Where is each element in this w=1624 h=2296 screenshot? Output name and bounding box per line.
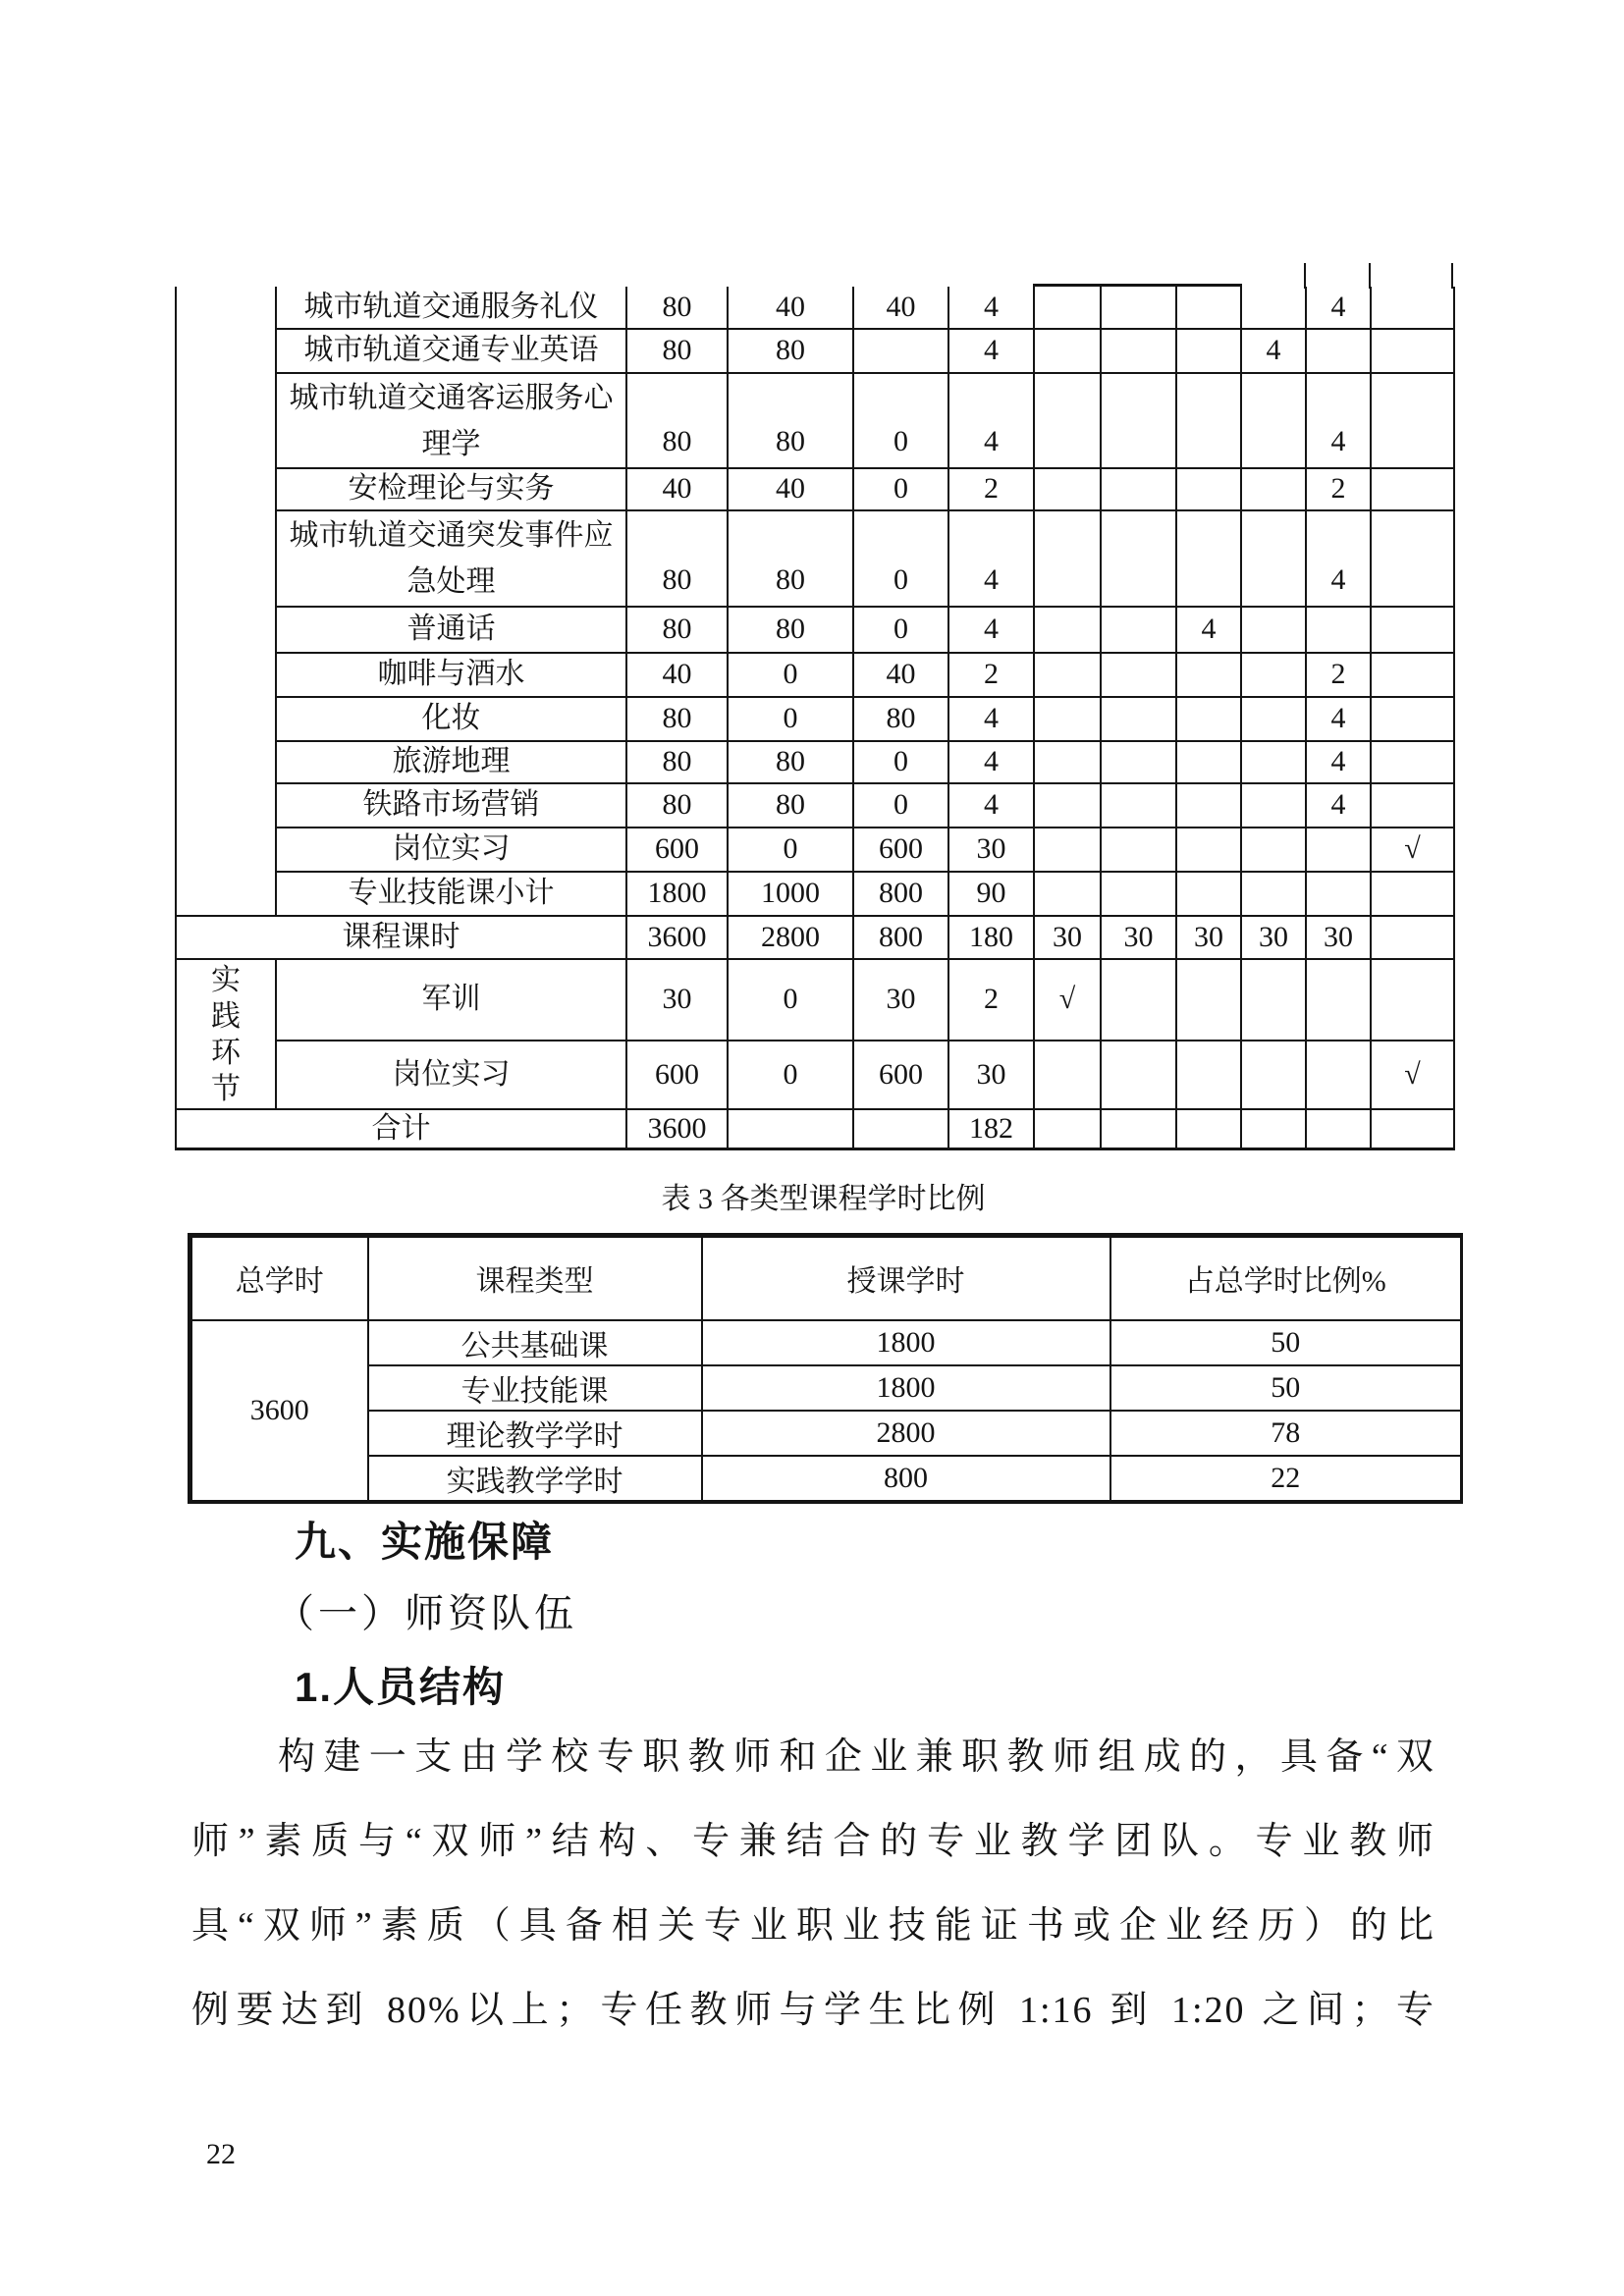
course-name-cell: 城市轨道交通服务礼仪 bbox=[276, 287, 626, 329]
value-cell: 4 bbox=[948, 510, 1034, 607]
value-cell: 1000 bbox=[728, 872, 853, 916]
value-cell bbox=[1241, 1109, 1306, 1148]
value-cell: 2 bbox=[948, 468, 1034, 510]
value-cell: 0 bbox=[853, 607, 948, 653]
value-cell bbox=[1176, 783, 1241, 828]
value-cell bbox=[1306, 828, 1371, 872]
value-cell bbox=[1241, 468, 1306, 510]
value-cell bbox=[1101, 510, 1176, 607]
paragraph-line: 具“双师”素质（具备相关专业职业技能证书或企业经历）的比 bbox=[191, 1905, 1435, 1947]
table3-caption: 表 3 各类型课程学时比例 bbox=[661, 1183, 986, 1215]
value-cell: 3600 bbox=[626, 1109, 728, 1148]
value-cell bbox=[1176, 287, 1241, 329]
column-header-cell: 授课学时 bbox=[702, 1236, 1110, 1320]
value-cell bbox=[1101, 653, 1176, 697]
value-cell bbox=[1241, 287, 1306, 329]
value-cell: 30 bbox=[1176, 916, 1241, 959]
ratio-row bbox=[190, 1320, 1462, 1365]
course-name-cell: 岗位实习 bbox=[276, 828, 626, 872]
value-cell: 2 bbox=[948, 653, 1034, 697]
value-cell bbox=[1101, 329, 1176, 373]
course-row bbox=[176, 697, 1454, 741]
value-cell bbox=[1241, 872, 1306, 916]
value-cell: 2800 bbox=[728, 916, 853, 959]
page-number: 22 bbox=[206, 2138, 236, 2170]
value-cell: 2 bbox=[1306, 653, 1371, 697]
value-cell: 30 bbox=[1306, 916, 1371, 959]
value-cell bbox=[1371, 783, 1454, 828]
value-cell bbox=[1371, 872, 1454, 916]
value-cell: 4 bbox=[948, 373, 1034, 468]
value-cell bbox=[1241, 959, 1306, 1041]
value-cell: 800 bbox=[853, 872, 948, 916]
course-name-cell: 安检理论与实务 bbox=[276, 468, 626, 510]
course-name-cell: 专业技能课小计 bbox=[276, 872, 626, 916]
value-cell: 80 bbox=[728, 607, 853, 653]
value-cell: 78 bbox=[1110, 1411, 1462, 1456]
value-cell bbox=[1371, 916, 1454, 959]
practice-row bbox=[176, 1041, 1454, 1109]
value-cell: 80 bbox=[728, 741, 853, 783]
course-name-cell: 旅游地理 bbox=[276, 741, 626, 783]
value-cell: 30 bbox=[853, 959, 948, 1041]
value-cell bbox=[1371, 607, 1454, 653]
value-cell bbox=[1101, 783, 1176, 828]
value-cell bbox=[1034, 828, 1101, 872]
value-cell bbox=[1306, 959, 1371, 1041]
value-cell bbox=[1176, 959, 1241, 1041]
course-row bbox=[176, 287, 1454, 329]
value-cell bbox=[1306, 872, 1371, 916]
value-cell bbox=[1176, 697, 1241, 741]
value-cell bbox=[1241, 510, 1306, 607]
course-row bbox=[176, 510, 1454, 607]
value-cell: 1800 bbox=[702, 1320, 1110, 1365]
value-cell bbox=[1176, 872, 1241, 916]
value-cell: 4 bbox=[1306, 697, 1371, 741]
value-cell bbox=[1241, 697, 1306, 741]
value-cell: 30 bbox=[1034, 916, 1101, 959]
column-header-cell: 课程类型 bbox=[368, 1236, 702, 1320]
hours-ratio-table-body bbox=[190, 1236, 1462, 1502]
value-cell: 0 bbox=[728, 1041, 853, 1109]
value-cell bbox=[1034, 373, 1101, 468]
value-cell bbox=[1241, 607, 1306, 653]
body-paragraph bbox=[191, 1715, 1435, 2053]
course-type-cell: 公共基础课 bbox=[368, 1320, 702, 1365]
value-cell: 600 bbox=[853, 828, 948, 872]
value-cell bbox=[1034, 329, 1101, 373]
column-header-cell: 总学时 bbox=[190, 1236, 368, 1320]
ratio-row bbox=[190, 1456, 1462, 1502]
value-cell: 0 bbox=[853, 783, 948, 828]
value-cell: 800 bbox=[702, 1456, 1110, 1502]
paragraph-line: 师”素质与“双师”结构、专兼结合的专业教学团队。专业教师 bbox=[191, 1821, 1435, 1862]
course-row bbox=[176, 607, 1454, 653]
course-name-cell: 普通话 bbox=[276, 607, 626, 653]
course-row bbox=[176, 783, 1454, 828]
paragraph-line: 构建一支由学校专职教师和企业兼职教师组成的，具备“双 bbox=[278, 1736, 1435, 1778]
value-cell bbox=[853, 1109, 948, 1148]
value-cell bbox=[1371, 373, 1454, 468]
value-cell: 4 bbox=[948, 329, 1034, 373]
subsubsection-heading: 1.人员结构 bbox=[295, 1664, 507, 1710]
column-header-cell: 占总学时比例% bbox=[1110, 1236, 1462, 1320]
course-type-cell: 实践教学学时 bbox=[368, 1456, 702, 1502]
value-cell bbox=[1101, 872, 1176, 916]
value-cell: 30 bbox=[1241, 916, 1306, 959]
value-cell bbox=[1034, 510, 1101, 607]
value-cell bbox=[1241, 373, 1306, 468]
value-cell: 80 bbox=[626, 607, 728, 653]
value-cell: 50 bbox=[1110, 1365, 1462, 1411]
table-top-border-segment bbox=[1033, 284, 1242, 287]
practice-row bbox=[176, 959, 1454, 1041]
value-cell bbox=[1176, 329, 1241, 373]
value-cell: √ bbox=[1371, 1041, 1454, 1109]
value-cell bbox=[1101, 1041, 1176, 1109]
value-cell: 30 bbox=[948, 1041, 1034, 1109]
value-cell bbox=[1371, 741, 1454, 783]
value-cell: 800 bbox=[853, 916, 948, 959]
course-name-cell: 军训 bbox=[276, 959, 626, 1041]
value-cell bbox=[1034, 741, 1101, 783]
value-cell bbox=[1034, 607, 1101, 653]
course-name-cell: 城市轨道交通客运服务心理学 bbox=[276, 373, 626, 468]
value-cell bbox=[1176, 653, 1241, 697]
value-cell bbox=[853, 329, 948, 373]
value-cell: 0 bbox=[728, 959, 853, 1041]
value-cell: 0 bbox=[728, 697, 853, 741]
value-cell: 90 bbox=[948, 872, 1034, 916]
value-cell bbox=[1034, 287, 1101, 329]
value-cell bbox=[1176, 1041, 1241, 1109]
value-cell bbox=[1371, 1109, 1454, 1148]
value-cell: 0 bbox=[853, 373, 948, 468]
value-cell: 180 bbox=[948, 916, 1034, 959]
value-cell: 22 bbox=[1110, 1456, 1462, 1502]
value-cell: 2800 bbox=[702, 1411, 1110, 1456]
value-cell: 0 bbox=[853, 468, 948, 510]
value-cell: 0 bbox=[853, 741, 948, 783]
value-cell bbox=[1101, 741, 1176, 783]
value-cell: 4 bbox=[1306, 287, 1371, 329]
value-cell: √ bbox=[1034, 959, 1101, 1041]
value-cell: 40 bbox=[728, 468, 853, 510]
value-cell: 600 bbox=[853, 1041, 948, 1109]
value-cell: 30 bbox=[948, 828, 1034, 872]
column-border-stub bbox=[1451, 263, 1453, 289]
value-cell bbox=[1101, 1109, 1176, 1148]
value-cell: 80 bbox=[626, 329, 728, 373]
ratio-row bbox=[190, 1411, 1462, 1456]
value-cell bbox=[1176, 1109, 1241, 1148]
course-name-cell: 城市轨道交通突发事件应急处理 bbox=[276, 510, 626, 607]
value-cell bbox=[1034, 783, 1101, 828]
value-cell: √ bbox=[1371, 828, 1454, 872]
value-cell: 40 bbox=[728, 287, 853, 329]
course-row bbox=[176, 872, 1454, 916]
value-cell: 4 bbox=[948, 697, 1034, 741]
value-cell bbox=[1371, 959, 1454, 1041]
value-cell bbox=[1176, 373, 1241, 468]
value-cell: 4 bbox=[1176, 607, 1241, 653]
value-cell: 80 bbox=[626, 697, 728, 741]
value-cell: 1800 bbox=[626, 872, 728, 916]
value-cell: 30 bbox=[1101, 916, 1176, 959]
value-cell: 4 bbox=[1306, 373, 1371, 468]
section-heading: 九、实施保障 bbox=[295, 1519, 555, 1565]
value-cell: 80 bbox=[626, 741, 728, 783]
course-name-cell: 岗位实习 bbox=[276, 1041, 626, 1109]
course-name-cell: 城市轨道交通专业英语 bbox=[276, 329, 626, 373]
value-cell: 80 bbox=[728, 783, 853, 828]
value-cell bbox=[1241, 783, 1306, 828]
value-cell bbox=[1306, 607, 1371, 653]
value-cell: 4 bbox=[948, 741, 1034, 783]
course-row bbox=[176, 468, 1454, 510]
value-cell: 3600 bbox=[626, 916, 728, 959]
value-cell bbox=[1034, 697, 1101, 741]
value-cell bbox=[1371, 287, 1454, 329]
value-cell bbox=[1306, 1041, 1371, 1109]
value-cell: 50 bbox=[1110, 1320, 1462, 1365]
curriculum-table-body bbox=[176, 287, 1454, 1148]
value-cell: 1800 bbox=[702, 1365, 1110, 1411]
value-cell bbox=[1101, 373, 1176, 468]
value-cell: 4 bbox=[948, 607, 1034, 653]
value-cell: 0 bbox=[853, 510, 948, 607]
header-row bbox=[190, 1236, 1462, 1320]
value-cell: 4 bbox=[1241, 329, 1306, 373]
value-cell bbox=[1101, 468, 1176, 510]
value-cell bbox=[1241, 828, 1306, 872]
value-cell: 80 bbox=[728, 329, 853, 373]
subsection-heading: （一）师资队伍 bbox=[275, 1591, 577, 1635]
value-cell bbox=[1034, 653, 1101, 697]
column-border-stub bbox=[1369, 263, 1371, 289]
practice-group-label-cell: 实 践 环 节 bbox=[176, 959, 276, 1109]
value-cell bbox=[1101, 287, 1176, 329]
paragraph-line: 例要达到 80%以上；专任教师与学生比例 1:16 到 1:20 之间；专 bbox=[191, 1990, 1435, 2031]
value-cell bbox=[1101, 697, 1176, 741]
value-cell bbox=[1371, 697, 1454, 741]
course-hours-row bbox=[176, 916, 1454, 959]
value-cell: 80 bbox=[853, 697, 948, 741]
value-cell bbox=[1101, 959, 1176, 1041]
course-row bbox=[176, 373, 1454, 468]
value-cell: 80 bbox=[728, 373, 853, 468]
course-row bbox=[176, 329, 1454, 373]
course-type-cell: 理论教学学时 bbox=[368, 1411, 702, 1456]
value-cell bbox=[1241, 741, 1306, 783]
value-cell: 600 bbox=[626, 828, 728, 872]
value-cell bbox=[1101, 828, 1176, 872]
value-cell: 30 bbox=[626, 959, 728, 1041]
value-cell bbox=[1371, 329, 1454, 373]
value-cell bbox=[1176, 510, 1241, 607]
value-cell bbox=[1034, 468, 1101, 510]
value-cell: 0 bbox=[728, 828, 853, 872]
column-border-stub bbox=[1304, 263, 1306, 289]
total-row bbox=[176, 1109, 1454, 1148]
value-cell: 80 bbox=[626, 287, 728, 329]
value-cell bbox=[1371, 468, 1454, 510]
course-row bbox=[176, 653, 1454, 697]
value-cell: 4 bbox=[1306, 783, 1371, 828]
course-row bbox=[176, 741, 1454, 783]
value-cell: 40 bbox=[626, 468, 728, 510]
value-cell: 40 bbox=[626, 653, 728, 697]
value-cell bbox=[1176, 468, 1241, 510]
value-cell: 4 bbox=[1306, 741, 1371, 783]
value-cell: 600 bbox=[626, 1041, 728, 1109]
ratio-row bbox=[190, 1365, 1462, 1411]
value-cell bbox=[1371, 510, 1454, 607]
value-cell: 80 bbox=[626, 373, 728, 468]
curriculum-schedule-table bbox=[175, 287, 1455, 1150]
value-cell bbox=[1241, 653, 1306, 697]
value-cell bbox=[1101, 607, 1176, 653]
group-placeholder-cell bbox=[176, 287, 276, 916]
value-cell: 80 bbox=[728, 510, 853, 607]
hours-ratio-table bbox=[188, 1233, 1463, 1504]
value-cell: 4 bbox=[1306, 510, 1371, 607]
course-name-cell: 咖啡与酒水 bbox=[276, 653, 626, 697]
value-cell: 40 bbox=[853, 653, 948, 697]
value-cell: 80 bbox=[626, 510, 728, 607]
value-cell bbox=[728, 1109, 853, 1148]
course-row bbox=[176, 828, 1454, 872]
total-label-cell: 合计 bbox=[176, 1109, 626, 1148]
value-cell bbox=[1176, 741, 1241, 783]
course-hours-label-cell: 课程课时 bbox=[176, 916, 626, 959]
value-cell bbox=[1306, 329, 1371, 373]
course-name-cell: 铁路市场营销 bbox=[276, 783, 626, 828]
course-type-cell: 专业技能课 bbox=[368, 1365, 702, 1411]
course-name-cell: 化妆 bbox=[276, 697, 626, 741]
value-cell: 182 bbox=[948, 1109, 1034, 1148]
value-cell bbox=[1176, 828, 1241, 872]
value-cell bbox=[1034, 1041, 1101, 1109]
value-cell: 80 bbox=[626, 783, 728, 828]
total-hours-cell: 3600 bbox=[190, 1320, 368, 1502]
value-cell bbox=[1034, 872, 1101, 916]
value-cell bbox=[1306, 1109, 1371, 1148]
value-cell: 0 bbox=[728, 653, 853, 697]
value-cell bbox=[1034, 1109, 1101, 1148]
value-cell bbox=[1241, 1041, 1306, 1109]
value-cell: 4 bbox=[948, 287, 1034, 329]
value-cell bbox=[1371, 653, 1454, 697]
value-cell: 2 bbox=[948, 959, 1034, 1041]
value-cell: 4 bbox=[948, 783, 1034, 828]
value-cell: 2 bbox=[1306, 468, 1371, 510]
value-cell: 40 bbox=[853, 287, 948, 329]
